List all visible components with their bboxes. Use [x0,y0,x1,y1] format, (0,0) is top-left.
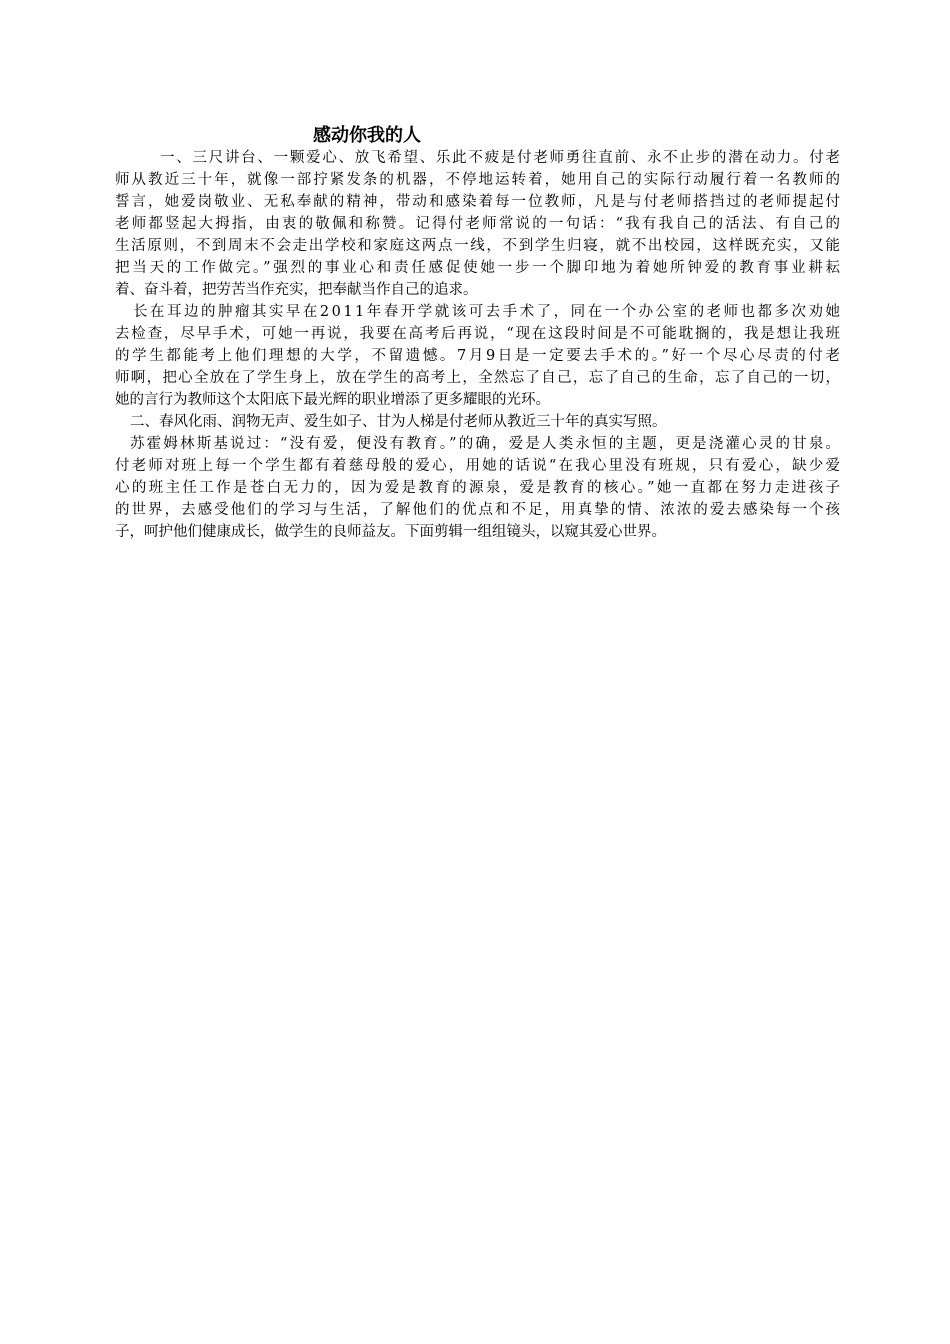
paragraph-line: 付老师对班上每一个学生都有着慈母般的爱心，用她的话说“在我心里没有班规，只有爱心，缺少爱 [115,458,843,474]
paragraph-line: 去检查，尽早手术，可她一再说，我要在高考后再说，“现在这段时间是不可能耽搁的，我是想让我班 [115,326,842,342]
paragraph-line: 心的班主任工作是苍白无力的，因为爱是教育的源泉，爱是教育的核心。”她一直都在努力走进孩子 [115,480,843,496]
paragraph-line: 生活原则，不到周末不会走出学校和家庭这两点一线，不到学生归寝，就不出校园，这样既充实，又能 [115,238,842,254]
paragraph-line: 一、三尺讲台、一颗爱心、放飞希望、乐此不疲是付老师勇往直前、永不止步的潜在动力。付老 [160,150,842,166]
paragraph-line: 着、奋斗着，把劳苦当作充实，把奉献当作自己的追求。 [115,282,478,298]
paragraph-line: 誓言，她爱岗敬业、无私奉献的精神，带动和感染着每一位教师，凡是与付老师搭挡过的老师提起付 [115,194,843,210]
paragraph-line: 子，呵护他们健康成长，做学生的良师益友。下面剪辑一组组镜头，以窥其爱心世界。 [115,524,666,540]
paragraph-line: 老师都竖起大拇指，由衷的敬佩和称赞。记得付老师常说的一句话：“我有我自己的活法、有自己的 [115,216,843,232]
paragraph-line: 把当天的工作做完。”强烈的事业心和责任感促使她一步一个脚印地为着她所钟爱的教育事业耕耘 [115,260,843,276]
paragraph-line: 的世界，去感受他们的学习与生活，了解他们的优点和不足，用真挚的情、浓浓的爱去感染每一个孩 [115,502,843,518]
paragraph-line: 长在耳边的肿瘤其实早在2011年春开学就该可去手术了，同在一个办公室的老师也都多次劝她 [133,304,843,320]
paragraph-line: 师啊，把心全放在了学生身上，放在学生的高考上，全然忘了自己，忘了自己的生命，忘了自己的一切， [115,370,842,386]
document-title: 感动你我的人 [313,125,421,146]
paragraph-line: 她的言行为教师这个太阳底下最光辉的职业增添了更多耀眼的光环。 [115,392,550,408]
paragraph-line: 二、春风化雨、润物无声、爱生如子、甘为人梯是付老师从教近三十年的真实写照。 [130,414,667,430]
paragraph-line: 师从教近三十年，就像一部拧紧发条的机器，不停地运转着，她用自己的实际行动履行着一名教师的 [115,172,843,188]
paragraph-line: 的学生都能考上他们理想的大学，不留遗憾。7月9日是一定要去手术的。”好一个尽心尽责的付老 [115,348,843,364]
paragraph-line: 苏霍姆林斯基说过：“没有爱，便没有教育。”的确，爱是人类永恒的主题，更是浇灌心灵的甘泉。 [130,436,843,452]
